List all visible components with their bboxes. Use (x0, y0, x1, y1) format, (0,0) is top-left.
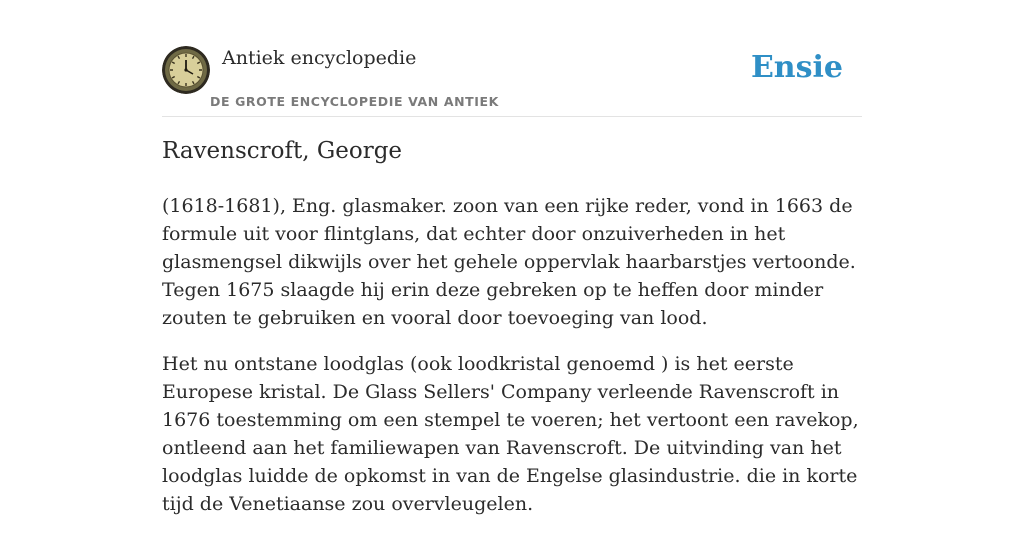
brand-logo-link[interactable]: Ensie (750, 50, 843, 85)
article-paragraph: Het nu ontstane loodglas (ook loodkristal genoemd ) is het eerste Europese kristal. De Glass Sellers' Company verleende Ravenscroft in 1676 toestemming om een stempel te voeren; het vertoont een ravekop, ontleend aan het familiewapen van Ravenscroft. De uitvinding van het loodglas luidde de opkomst in van de Engelse glasindustrie. die in korte tijd de Venetiaanse zou overvleugelen. (162, 353, 859, 515)
clock-icon[interactable] (162, 46, 210, 94)
site-title[interactable]: Antiek encyclopedie (222, 47, 417, 69)
site-header (162, 44, 862, 117)
site-subtitle: DE GROTE ENCYCLOPEDIE VAN ANTIEK (210, 94, 499, 109)
article-body (162, 192, 872, 536)
article-title: Ravenscroft, George (162, 138, 403, 164)
article-paragraph: (1618-1681), Eng. glasmaker. zoon van een rijke reder, vond in 1663 de formule uit voor flintglans, dat echter door onzuiverheden in het glasmengsel dikwijls over het gehele oppervlak haarbarstjes vertoonde. Tegen 1675 slaagde hij erin deze gebreken op te heffen door minder zouten te gebruiken en vooral door toevoeging van lood. (162, 195, 856, 329)
